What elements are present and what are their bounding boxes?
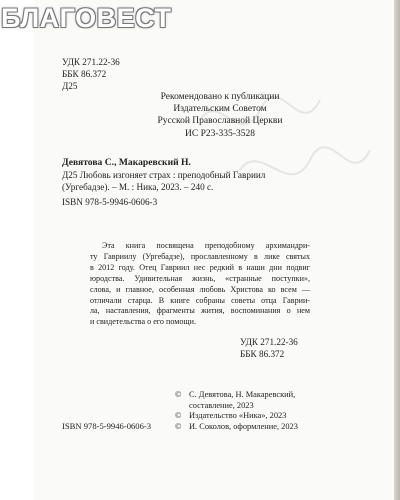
recommendation-line: Рекомендовано к публикации <box>160 92 280 102</box>
recommendation-line: Русской Православной Церкви <box>157 116 283 127</box>
bbk-code: ББК 86.372 <box>62 69 107 79</box>
recommendation-line: Издательским Советом <box>173 104 267 115</box>
copyright-text: составление, 2023 <box>189 400 254 410</box>
brand-watermark: БЛАГОВЕСТ <box>1 3 172 33</box>
udk-code-bottom: УДК 271.22-36 <box>240 337 298 347</box>
annotation-line: слова, и главное, особенная любовь Христова ко всем — <box>90 284 310 294</box>
copyright-text: И. Соколов, оформление, 2023 <box>189 421 298 431</box>
copyright-symbol: © <box>175 421 182 431</box>
copyright-symbol: © <box>175 390 182 399</box>
copyright-block <box>175 390 298 432</box>
annotation-paragraph <box>90 241 310 328</box>
udk-code: УДК 271.22-36 <box>62 57 120 67</box>
page-edge <box>394 0 400 500</box>
annotation-line: и свидетельства о его помощи. <box>90 317 196 327</box>
catalog-isbn: ISBN 978-5-9946-0606-3 <box>62 197 158 207</box>
copyright-text: С. Девятова, Н. Макаревский, <box>189 390 296 399</box>
catalog-title-line: Д25 Любовь изгоняет страх : преподобный Гавриил <box>62 170 266 180</box>
bbk-code-bottom: ББК 86.372 <box>240 349 285 359</box>
annotation-line: юродства. Удивительная жизнь, «странные поступки», <box>90 273 310 283</box>
recommendation-line: ИС Р23-335-3528 <box>185 128 255 139</box>
annotation-line: ла, наставления, фрагменты жития, воспоминания о нем <box>90 306 310 316</box>
annotation-line: ту Гавриилу (Ургебадзе), прославленному в лике святых <box>90 251 310 261</box>
copyright-symbol: © <box>175 411 182 421</box>
author-mark: Д25 <box>62 81 78 91</box>
catalog-imprint-line: (Ургебадзе). – М. : Ника, 2023. – 240 с. <box>62 182 214 192</box>
annotation-line: отличали старца. В книге собраны советы отца Гаврии- <box>90 295 310 305</box>
publication-recommendation <box>120 91 320 140</box>
isbn-bottom: ISBN 978-5-9946-0606-3 <box>62 421 152 431</box>
copyright-text: Издательство «Ника», 2023 <box>189 411 287 421</box>
catalog-authors: Девятова С., Макаревский Н. <box>62 157 191 168</box>
annotation-line: в 2012 году. Отец Гавриил нес редкий в наши дни подвиг <box>90 262 310 272</box>
annotation-line: Эта книга посвящена преподобному архимандри- <box>102 241 310 250</box>
